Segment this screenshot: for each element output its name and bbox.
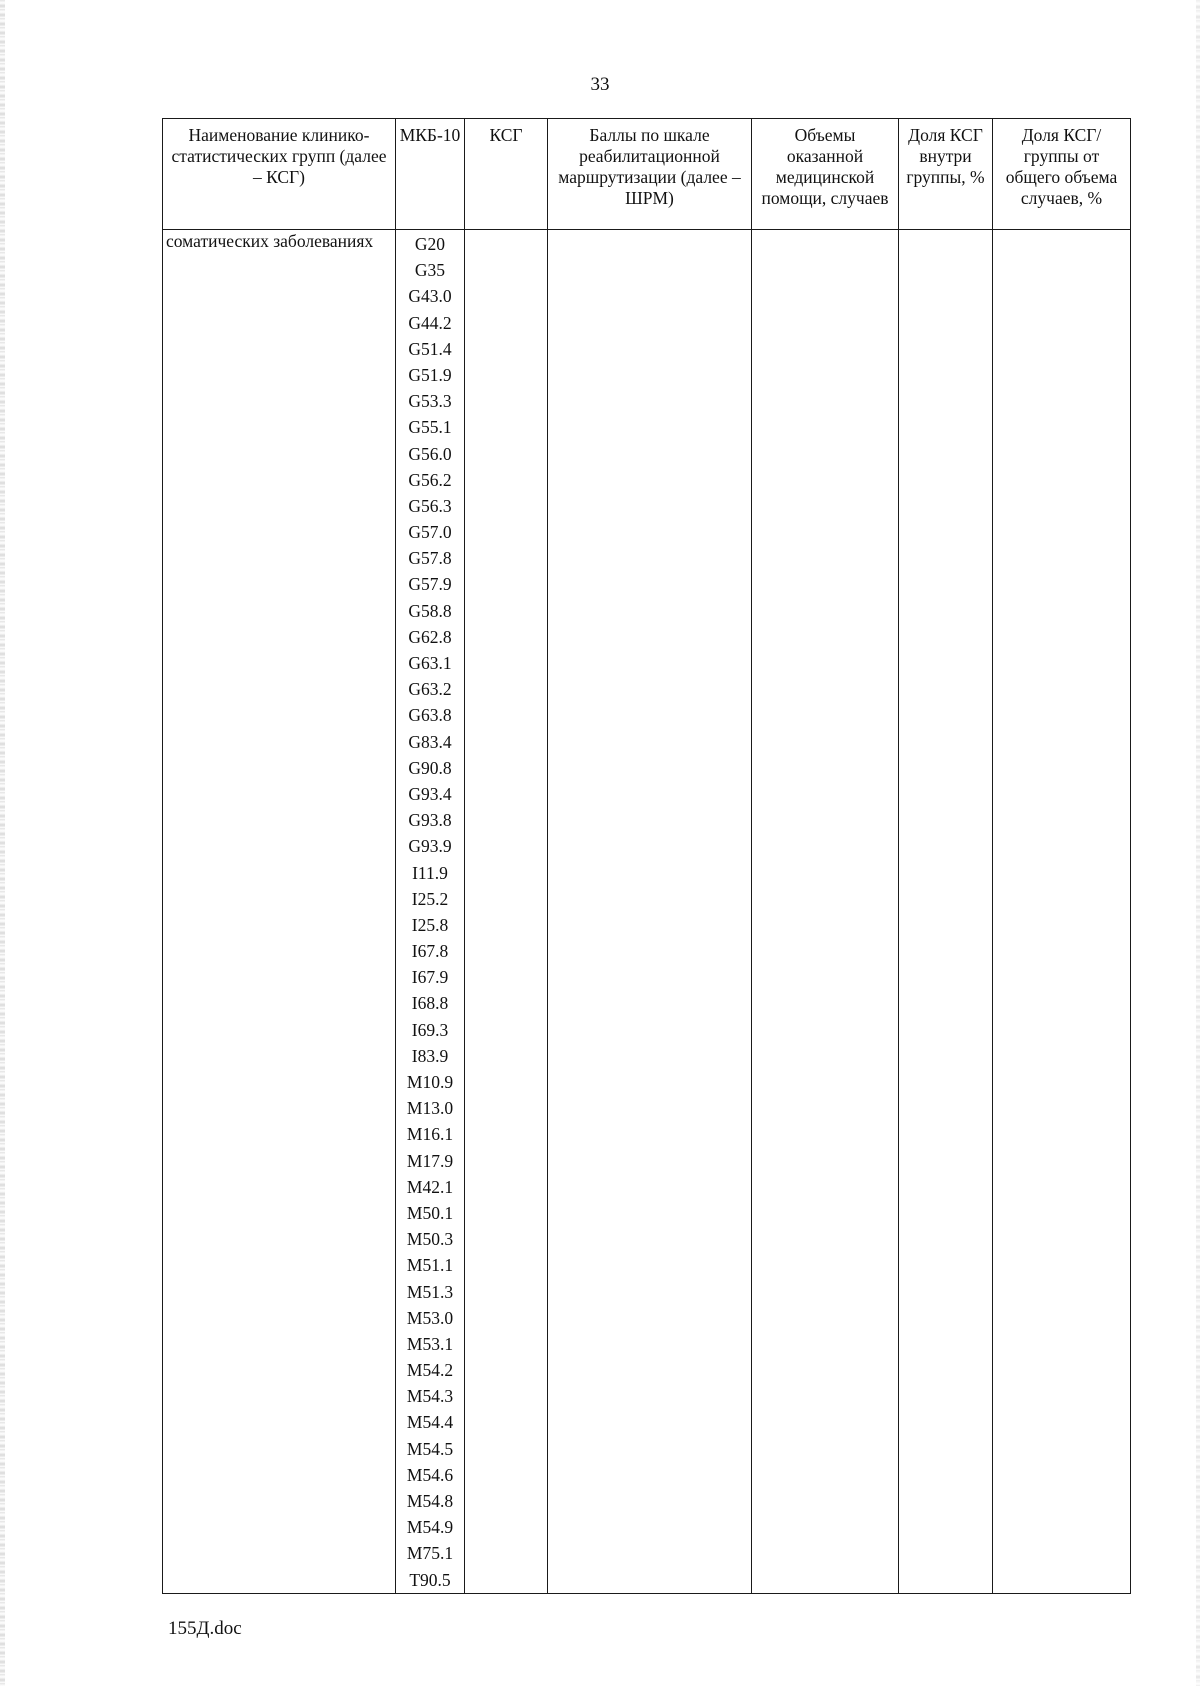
icd10-code: M54.2 [406, 1360, 454, 1381]
icd10-code: M17.9 [406, 1150, 454, 1171]
icd10-code: I67.8 [411, 941, 449, 962]
icd10-code: M54.3 [406, 1386, 454, 1407]
footer-filename: 155Д.doc [168, 1618, 242, 1639]
icd10-code: G51.4 [408, 338, 452, 359]
icd10-code: I67.9 [411, 967, 449, 988]
icd10-code: I83.9 [411, 1045, 449, 1066]
header-shrm-score: Баллы по шкале реабилитационной маршрутизации (далее – ШРМ) [548, 119, 752, 230]
icd10-code: I25.8 [411, 914, 449, 935]
cell-group-name [163, 230, 396, 1594]
icd10-code: I25.2 [411, 888, 449, 909]
cell-icd10-codes [396, 230, 465, 1594]
cell-share-in-group [899, 230, 993, 1594]
icd10-code: G57.9 [408, 574, 452, 595]
icd10-code: G93.8 [408, 810, 452, 831]
icd10-code: M54.4 [406, 1412, 454, 1433]
group-name-text: соматических заболеваниях [166, 231, 374, 251]
header-icd10: МКБ-10 [396, 119, 465, 230]
icd10-code: M53.0 [406, 1307, 454, 1328]
icd10-code: M54.8 [406, 1491, 454, 1511]
header-row [163, 119, 1131, 230]
icd10-code: M54.5 [406, 1438, 454, 1459]
icd10-code: G63.1 [408, 653, 452, 673]
icd10-code: G44.2 [408, 312, 452, 333]
icd10-code-list [396, 230, 464, 1593]
table-row [163, 230, 1131, 1594]
icd10-code: M50.1 [406, 1202, 454, 1223]
cell-ksg [465, 230, 548, 1594]
icd10-code: G20 [414, 234, 446, 254]
icd10-code: M54.6 [406, 1464, 454, 1485]
icd10-code: G56.3 [408, 495, 452, 516]
header-volume: Объемы оказанной медицинской помощи, случаев [752, 119, 899, 230]
icd10-code: M75.1 [406, 1543, 454, 1564]
cell-share-of-total [993, 230, 1131, 1594]
icd10-code: G93.4 [408, 783, 452, 804]
icd10-code: G63.2 [408, 679, 452, 700]
icd10-code: M54.9 [406, 1517, 454, 1538]
table-body [163, 230, 1131, 1594]
icd10-code: M42.1 [406, 1176, 454, 1197]
icd10-code: G93.9 [408, 836, 452, 857]
scan-edge-right [1196, 0, 1200, 1686]
icd10-code: G53.3 [408, 391, 452, 412]
icd10-code: G56.0 [408, 443, 452, 464]
icd10-code: G63.8 [408, 705, 452, 726]
cell-volume [752, 230, 899, 1594]
scan-edge-left [0, 0, 5, 1686]
icd10-code: I68.8 [411, 993, 449, 1014]
header-ksg: КСГ [465, 119, 548, 230]
icd10-code: G51.9 [408, 364, 452, 385]
icd10-code: I69.3 [411, 1019, 449, 1040]
icd10-code: I11.9 [412, 862, 448, 883]
header-group-name: Наименование клинико-статистических групп (далее – КСГ) [163, 119, 396, 230]
icd10-code: G35 [414, 260, 446, 281]
icd10-code: M10.9 [406, 1072, 454, 1092]
icd10-code: M13.0 [406, 1098, 454, 1119]
icd10-code: M53.1 [406, 1333, 454, 1354]
icd10-code: G83.4 [408, 731, 452, 752]
icd10-code: M51.3 [406, 1281, 454, 1302]
icd10-code: G57.0 [408, 522, 452, 543]
table-header [163, 119, 1131, 230]
icd10-code: G56.2 [408, 469, 452, 490]
page-number: 33 [590, 74, 610, 95]
header-share-in-group: Доля КСГ внутри группы, % [899, 119, 993, 230]
icd10-code: T90.5 [409, 1569, 451, 1590]
icd10-code: G90.8 [408, 757, 452, 778]
icd10-code: G55.1 [408, 417, 452, 438]
icd10-code: G57.8 [408, 548, 452, 569]
icd10-code: G58.8 [408, 600, 452, 621]
cell-shrm-score [548, 230, 752, 1594]
icd10-code: M50.3 [406, 1229, 454, 1250]
icd10-code: M51.1 [406, 1255, 454, 1276]
ksg-table [162, 118, 1131, 1594]
icd10-code: G62.8 [408, 626, 452, 647]
icd10-code: G43.0 [408, 286, 452, 307]
icd10-code: M16.1 [406, 1124, 454, 1145]
header-share-of-total: Доля КСГ/группы от общего объема случаев, % [993, 119, 1131, 230]
